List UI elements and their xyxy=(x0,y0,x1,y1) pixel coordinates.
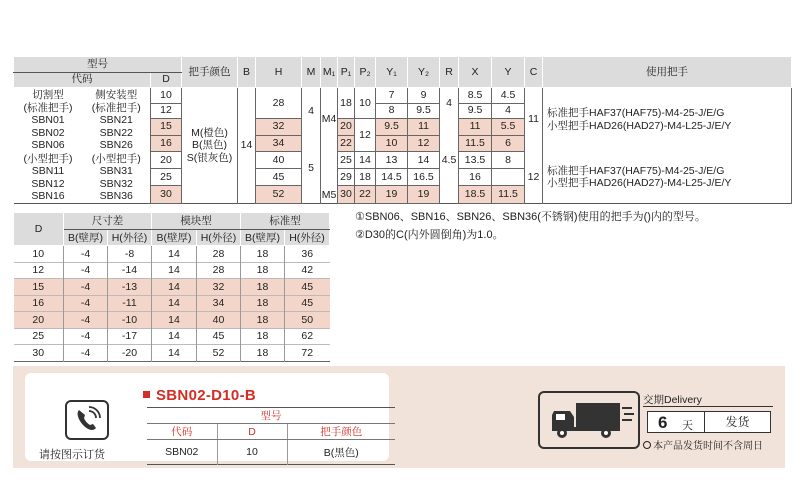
dim-row xyxy=(14,262,330,279)
y-header: Y xyxy=(492,57,525,88)
color-black: B(黑色) xyxy=(192,139,228,151)
r-header: R xyxy=(440,57,459,88)
h-cell: 32 xyxy=(256,119,302,136)
dim-cell: 14 xyxy=(152,328,197,345)
c-header: C xyxy=(525,57,543,88)
order-table xyxy=(147,407,395,465)
delivery-label: 交期Delivery xyxy=(643,394,702,406)
handle-color-cell xyxy=(182,88,238,204)
p1-cell: 18 xyxy=(338,88,355,119)
code-header: 代码 xyxy=(14,72,151,88)
code-sbn26: SBN26 xyxy=(99,139,133,151)
dim-cell: 10 xyxy=(14,246,64,263)
handle-used-cell xyxy=(543,152,792,204)
delivery-note xyxy=(643,437,763,452)
code-sbn36: SBN36 xyxy=(99,190,133,202)
dim-cell: 45 xyxy=(285,279,330,296)
std-h-header: H(外径) xyxy=(285,229,330,246)
dim-cell: -10 xyxy=(108,312,152,329)
code-sbn22: SBN22 xyxy=(99,126,133,139)
side-small-label: (小型把手) xyxy=(91,152,141,165)
m1-cell: M5 xyxy=(321,152,338,204)
dim-cell: -17 xyxy=(108,328,152,345)
order-col-d: D xyxy=(217,424,287,440)
m1-cell: M4 xyxy=(321,88,338,152)
square-icon xyxy=(143,391,150,398)
order-card xyxy=(25,373,389,461)
tol-h-header: H(外径) xyxy=(108,229,152,246)
standard-header: 标准型 xyxy=(241,213,330,230)
handle-used-header: 使用把手 xyxy=(543,57,792,88)
y1-cell: 14.5 xyxy=(376,169,408,186)
dim-row xyxy=(14,295,330,312)
cut-small-codes xyxy=(14,152,83,204)
dim-cell: -4 xyxy=(64,246,108,263)
y-cell: 4 xyxy=(492,103,525,119)
note-2: ②D30的C(内外圆倒角)为1.0。 xyxy=(355,229,504,241)
dim-cell: 18 xyxy=(241,328,285,345)
p1-header: P₁ xyxy=(338,57,355,88)
dim-cell: 18 xyxy=(241,279,285,296)
d-cell: 10 xyxy=(151,88,182,104)
dim-cell: 40 xyxy=(197,312,241,329)
cut-type-codes xyxy=(14,88,83,152)
y-cell: 8 xyxy=(492,152,525,169)
code-sbn02: SBN02 xyxy=(31,126,65,139)
p2-cell: 14 xyxy=(355,152,376,169)
p1-cell: 30 xyxy=(338,186,355,203)
r-cell: 4.5 xyxy=(440,119,459,204)
code-sbn31: SBN31 xyxy=(99,165,133,177)
truck-icon xyxy=(538,391,640,449)
code-sbn21: SBN21 xyxy=(99,114,133,126)
h-cell: 28 xyxy=(256,88,302,119)
dim-cell: -4 xyxy=(64,345,108,362)
y2-cell: 12 xyxy=(408,135,440,152)
h-cell: 34 xyxy=(256,135,302,152)
dim-cell: 12 xyxy=(14,262,64,279)
d-cell: 20 xyxy=(151,152,182,169)
order-col-code: 代码 xyxy=(147,424,217,440)
order-val-color: B(黑色) xyxy=(323,446,359,459)
side-type-codes xyxy=(83,88,151,152)
spec-row xyxy=(14,88,792,104)
p2-header: P₂ xyxy=(355,57,376,88)
dim-cell: -4 xyxy=(64,328,108,345)
side-type-label: 侧安装型 xyxy=(95,89,138,101)
side-small-codes xyxy=(83,152,151,204)
delivery-unit: 天 xyxy=(682,420,693,432)
x-cell: 16 xyxy=(459,169,492,186)
dimension-table xyxy=(13,212,330,362)
notes xyxy=(355,208,706,244)
spec-header-row xyxy=(14,57,792,73)
spec-table xyxy=(13,56,792,204)
d-header: D xyxy=(151,72,182,88)
dim-body xyxy=(14,246,330,362)
dim-cell: 52 xyxy=(197,345,241,362)
spec-row xyxy=(14,152,792,169)
dim-cell: 14 xyxy=(152,279,197,296)
m1-header: M₁ xyxy=(321,57,338,88)
dim-cell: 18 xyxy=(241,295,285,312)
p1-cell: 20 xyxy=(338,119,355,136)
order-val-code: SBN02 xyxy=(147,440,217,465)
dim-cell: -11 xyxy=(108,295,152,312)
order-code-text: SBN02-D10-B xyxy=(156,387,256,404)
d-cell: 30 xyxy=(151,186,182,203)
h-cell: 52 xyxy=(256,186,302,203)
dim-cell: 18 xyxy=(241,345,285,362)
y1-cell: 19 xyxy=(376,186,408,203)
y2-cell: 11 xyxy=(408,119,440,136)
dim-cell: 14 xyxy=(152,246,197,263)
p1-cell: 29 xyxy=(338,169,355,186)
y-cell: 5.5 xyxy=(492,119,525,136)
m-cell: 4 xyxy=(302,88,321,136)
y2-cell: 19 xyxy=(408,186,440,203)
dim-cell: -4 xyxy=(64,262,108,279)
dim-cell: 14 xyxy=(152,262,197,279)
handle-standard: 标准把手HAF37(HAF75)-M4-25-J/E/G xyxy=(547,107,725,120)
y1-cell: 9.5 xyxy=(376,119,408,136)
p1-cell: 25 xyxy=(338,152,355,169)
y1-cell: 13 xyxy=(376,152,408,169)
dim-cell: 28 xyxy=(197,262,241,279)
c-cell: 11 xyxy=(525,88,543,152)
order-instruction: 请按图示订货 xyxy=(39,449,105,461)
dim-cell: -13 xyxy=(108,279,152,296)
h-header: H xyxy=(256,57,302,88)
dim-row xyxy=(14,312,330,329)
delivery-ship: 发货 xyxy=(705,411,771,433)
dim-cell: 72 xyxy=(285,345,330,362)
dim-cell: 45 xyxy=(197,328,241,345)
dim-cell: 18 xyxy=(241,262,285,279)
x-cell: 11 xyxy=(459,119,492,136)
module-header: 模块型 xyxy=(152,213,241,230)
code-sbn32: SBN32 xyxy=(99,177,133,190)
dim-cell: 62 xyxy=(285,328,330,345)
mod-b-header: B(壁厚) xyxy=(152,229,197,246)
p2-cell: 22 xyxy=(355,186,376,203)
model-header: 型号 xyxy=(14,57,182,73)
y1-header: Y₁ xyxy=(376,57,408,88)
dim-cell: 30 xyxy=(14,345,64,362)
dim-cell: 34 xyxy=(197,295,241,312)
y2-cell: 16.5 xyxy=(408,169,440,186)
dim-row xyxy=(14,246,330,263)
circle-icon xyxy=(643,441,651,449)
color-orange: M(橙色) xyxy=(191,126,228,139)
dim-cell: 28 xyxy=(197,246,241,263)
y2-cell: 9.5 xyxy=(408,103,440,119)
x-cell: 18.5 xyxy=(459,186,492,203)
cut-type-sub: (标准把手) xyxy=(23,101,73,114)
order-code xyxy=(143,387,256,404)
dim-cell: 32 xyxy=(197,279,241,296)
dim-cell: 16 xyxy=(14,295,64,312)
y-cell: 11.5 xyxy=(492,186,525,203)
x-cell: 8.5 xyxy=(459,88,492,104)
y-cell: 4.5 xyxy=(492,88,525,104)
c-cell: 12 xyxy=(525,152,543,204)
delivery-days: 6 xyxy=(658,413,668,432)
y-cell: 6 xyxy=(492,135,525,152)
handle-small: 小型把手HAD26(HAD27)-M4-L25-J/E/Y xyxy=(547,177,732,189)
handle-small: 小型把手HAD26(HAD27)-M4-L25-J/E/Y xyxy=(547,119,732,132)
x-header: X xyxy=(459,57,492,88)
code-sbn06: SBN06 xyxy=(31,139,65,151)
tolerance-header: 尺寸差 xyxy=(64,213,152,230)
tol-b-header: B(壁厚) xyxy=(64,229,108,246)
code-sbn12: SBN12 xyxy=(31,177,65,190)
dim-cell: 18 xyxy=(241,246,285,263)
p2-cell: 12 xyxy=(355,119,376,152)
note-1: ①SBN06、SBN16、SBN26、SBN36(不锈钢)使用的把手为()内的型号。 xyxy=(355,211,706,223)
b-cell: 14 xyxy=(238,88,256,204)
d-cell: 15 xyxy=(151,119,182,136)
y2-cell: 14 xyxy=(408,152,440,169)
dim-cell: 15 xyxy=(14,279,64,296)
dim-d-header: D xyxy=(14,213,64,246)
cut-small-label: (小型把手) xyxy=(23,152,73,165)
m-header: M xyxy=(302,57,321,88)
dim-cell: -20 xyxy=(108,345,152,362)
dim-cell: 20 xyxy=(14,312,64,329)
dim-cell: 50 xyxy=(285,312,330,329)
handle-standard: 标准把手HAF37(HAF75)-M4-25-J/E/G xyxy=(547,164,725,177)
order-col-color: 把手颜色 xyxy=(287,424,395,440)
p1-cell: 22 xyxy=(338,135,355,152)
dim-row xyxy=(14,328,330,345)
code-sbn11: SBN11 xyxy=(31,165,65,177)
dim-cell: -14 xyxy=(108,262,152,279)
dim-cell: -4 xyxy=(64,295,108,312)
d-cell: 12 xyxy=(151,103,182,119)
dim-cell: 45 xyxy=(285,295,330,312)
dim-cell: 25 xyxy=(14,328,64,345)
x-cell: 13.5 xyxy=(459,152,492,169)
m-cell: 5 xyxy=(302,135,321,203)
delivery-days-box xyxy=(647,411,705,433)
dim-cell: 14 xyxy=(152,312,197,329)
std-b-header: B(壁厚) xyxy=(241,229,285,246)
p2-cell: 10 xyxy=(355,88,376,119)
x-cell: 11.5 xyxy=(459,135,492,152)
cut-type-label: 切割型 xyxy=(32,89,64,101)
mod-h-header: H(外径) xyxy=(197,229,241,246)
side-type-sub: (标准把手) xyxy=(91,101,141,114)
code-sbn16: SBN16 xyxy=(31,190,65,202)
dim-cell: -4 xyxy=(64,312,108,329)
code-sbn01: SBN01 xyxy=(31,114,65,126)
d-cell: 25 xyxy=(151,169,182,186)
phone-icon xyxy=(65,400,109,440)
dim-cell: -8 xyxy=(108,246,152,263)
dim-cell: 36 xyxy=(285,246,330,263)
dim-row xyxy=(14,279,330,296)
delivery-divider xyxy=(643,406,773,407)
y2-header: Y₂ xyxy=(408,57,440,88)
y1-cell: 8 xyxy=(376,103,408,119)
y1-cell: 10 xyxy=(376,135,408,152)
y2-cell: 9 xyxy=(408,88,440,104)
delivery-note-text: 本产品发货时间不含周日 xyxy=(653,441,763,452)
p2-cell: 18 xyxy=(355,169,376,186)
order-model-label: 型号 xyxy=(147,408,395,424)
order-panel xyxy=(13,366,785,468)
b-header: B xyxy=(238,57,256,88)
x-cell: 9.5 xyxy=(459,103,492,119)
dim-cell: 18 xyxy=(241,312,285,329)
color-silver: S(银灰色) xyxy=(186,151,233,164)
y1-cell: 7 xyxy=(376,88,408,104)
dim-cell: -4 xyxy=(64,279,108,296)
dim-cell: 42 xyxy=(285,262,330,279)
handle-color-header: 把手颜色 xyxy=(182,57,238,88)
dim-cell: 14 xyxy=(152,345,197,362)
dim-cell: 14 xyxy=(152,295,197,312)
h-cell: 40 xyxy=(256,152,302,169)
handle-used-cell xyxy=(543,88,792,152)
dim-row xyxy=(14,345,330,362)
r-cell: 4 xyxy=(440,88,459,119)
h-cell: 45 xyxy=(256,169,302,186)
order-val-d: 10 xyxy=(217,440,287,465)
d-cell: 16 xyxy=(151,135,182,152)
